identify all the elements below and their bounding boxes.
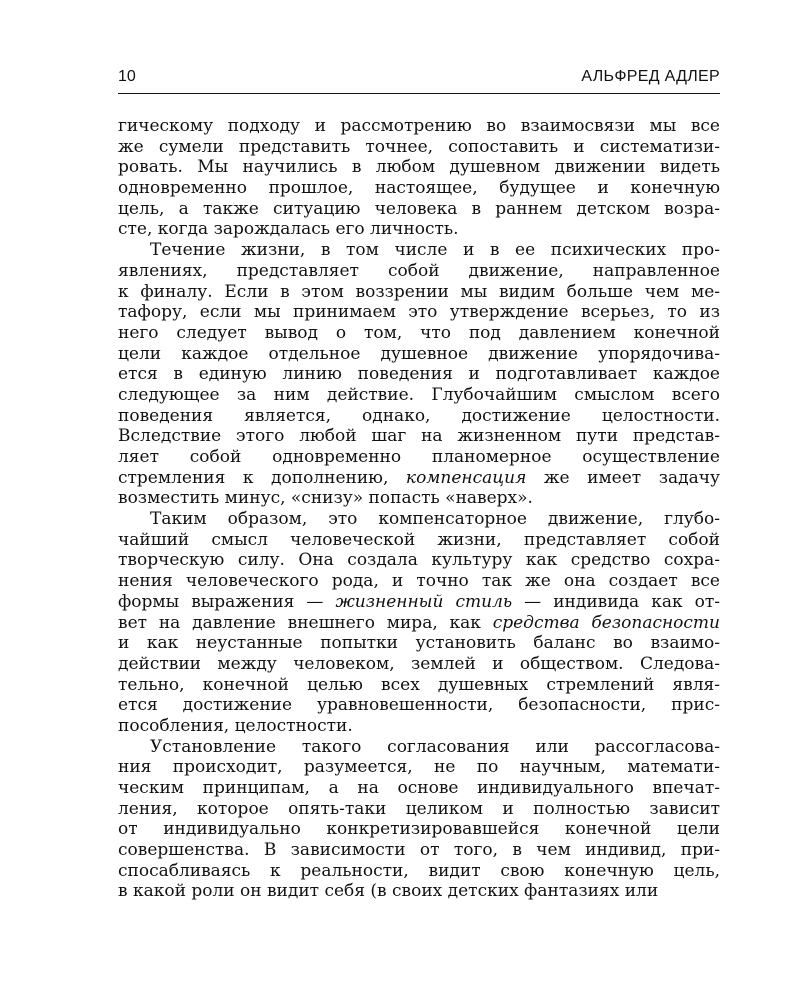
text-line [118,157,720,178]
line-text: цель, а также ситуацию человека в раннем детском возра- [118,198,720,219]
line-text: и как неустанные попытки установить баланс во взаимо- [118,633,720,654]
running-title: АЛЬФРЕД АДЛЕР [581,68,720,85]
line-text: тафору, если мы принимаем это утверждение всерьез, то из [118,302,720,323]
text-line [118,613,720,634]
text-line [118,716,720,737]
line-text: ния происходит, разумеется, не по научным, математи- [118,757,720,778]
emphasis-text: средства безопасности [492,612,720,633]
text-line [118,778,720,799]
text-line [118,695,720,716]
line-text: следующее за ним действие. Глубочайшим смыслом всего [118,384,720,405]
text-line [118,406,720,427]
line-text: ется в единую линию поведения и подготавливает каждое [118,364,720,385]
line-text: сте, когда зарождалась его личность. [118,219,459,240]
text-line [118,530,720,551]
line-text: Течение жизни, в том числе и в ее психических про- [150,240,720,261]
line-text: Вследствие этого любой шаг на жизненном пути представ- [118,426,720,447]
line-text: к финалу. Если в этом воззрении мы видим больше чем ме- [118,281,720,302]
text-line [118,302,720,323]
page-header [118,63,720,94]
text-line [118,426,720,447]
text-line [118,654,720,675]
line-text: же имеет задачу [526,467,720,488]
text-line [118,447,720,468]
text-line [118,675,720,696]
line-text: него следует вывод о том, что под давлением конечной [118,322,720,343]
line-text: Установление такого согласования или рассогласова- [150,736,720,757]
line-text: ляет собой одновременно планомерное осуществление [118,447,720,467]
text-line [118,633,720,654]
paragraph [118,509,720,737]
text-line [118,364,720,385]
text-line [118,323,720,344]
paragraph [118,240,720,509]
emphasis-text: компенсация [405,467,527,488]
text-line [118,240,720,261]
line-text: ления, которое опять-таки целиком и полностью зависит [118,798,720,819]
line-text: ется достижение уравновешенности, безопасности, прис- [118,695,720,716]
line-text: совершенства. В зависимости от того, в чем индивид, при- [118,840,720,861]
line-text: вет на давление внешнего мира, как [118,612,493,633]
text-line [118,550,720,571]
line-text: тельно, конечной целью всех душевных стремлений явля- [118,674,720,695]
text-line [118,116,720,137]
line-text: — индивида как от- [512,591,720,612]
line-text: возместить минус, «снизу» попасть «наверх». [118,488,533,509]
text-line [118,178,720,199]
line-text: цели каждое отдельное душевное движение упорядочива- [118,343,720,364]
line-text: стремления к дополнению, [118,467,406,488]
text-line [118,757,720,778]
line-text: творческую силу. Она создала культуру как средство сохра- [118,550,720,571]
line-text: Таким образом, это компенсаторное движение, глубо- [150,509,720,530]
line-text: же сумели представить точнее, сопоставить и систематизи- [118,136,720,157]
paragraph [118,737,720,903]
line-text: ровать. Мы научились в любом душевном движении видеть [118,157,720,178]
text-line [118,137,720,158]
text-line [118,344,720,365]
text-line [118,737,720,758]
body-text [118,116,720,902]
text-line [118,468,720,489]
text-line [118,799,720,820]
text-line [118,488,720,509]
page-number: 10 [118,68,136,85]
line-text: чайший смысл человеческой жизни, представляет собой [118,529,720,550]
text-line [118,819,720,840]
line-text: действии между человеком, землей и обществом. Следова- [118,653,720,674]
line-text: одновременно прошлое, настоящее, будущее и конечную [118,178,720,199]
line-text: поведения является, однако, достижение целостности. [118,405,720,426]
text-line [118,881,720,902]
line-text: формы выражения — [118,591,336,612]
line-text: гическому подходу и рассмотрению во взаимосвязи мы все [118,116,720,136]
line-text: явлениях, представляет собой движение, направленное [118,260,720,281]
line-text: ческим принципам, а на основе индивидуального впечат- [118,778,720,798]
line-text: спосабливаясь к реальности, видит свою конечную цель, [118,860,720,881]
text-line [118,592,720,613]
paragraph [118,116,720,240]
line-text: нения человеческого рода, и точно так же она создает все [118,571,720,592]
emphasis-text: жизненный стиль [335,591,513,612]
text-line [118,261,720,282]
text-line [118,861,720,882]
text-line [118,219,720,240]
text-line [118,385,720,406]
line-text: пособления, целостности. [118,715,353,736]
text-line [118,199,720,220]
text-line [118,282,720,303]
line-text: от индивидуально конкретизировавшейся конечной цели [118,819,720,840]
text-line [118,509,720,530]
text-line [118,571,720,592]
text-line [118,840,720,861]
line-text: в какой роли он видит себя (в своих детских фантазиях или [118,881,659,902]
